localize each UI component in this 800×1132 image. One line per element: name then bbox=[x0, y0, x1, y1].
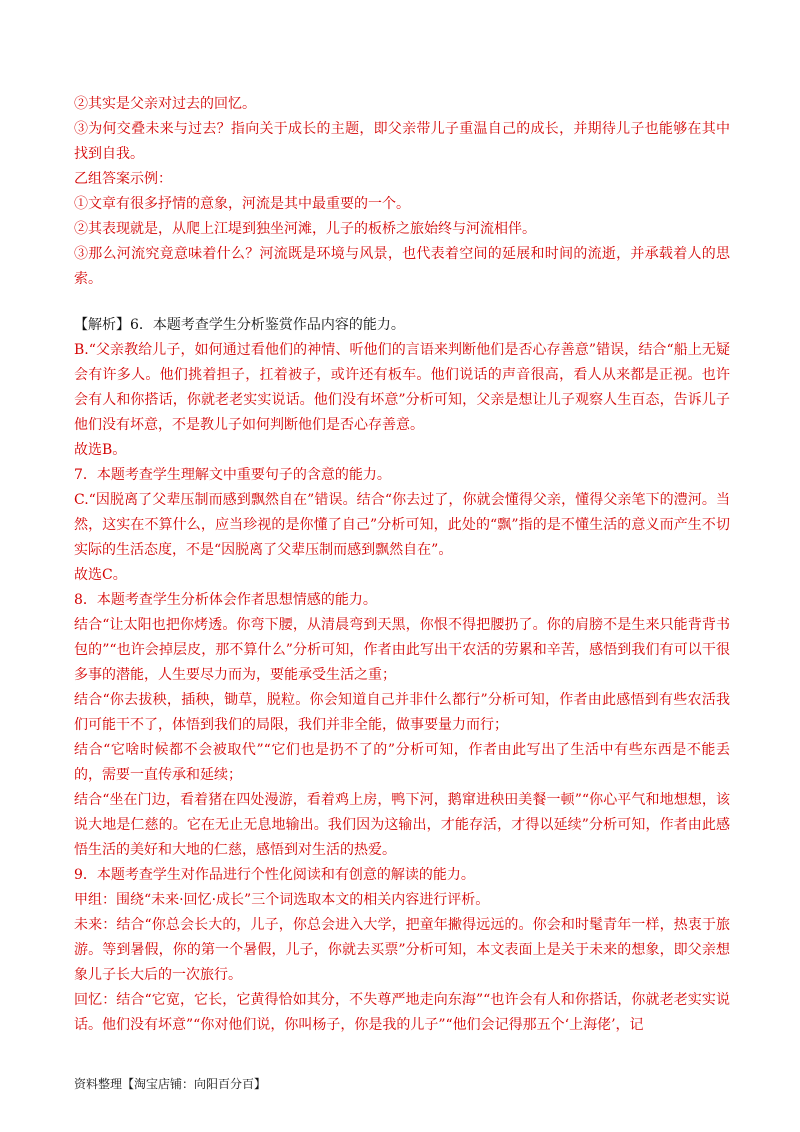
paragraph: ①文章有很多抒情的意象，河流是其中最重要的一个。 bbox=[74, 196, 410, 212]
paragraph: 回忆：结合“它宽，它长，它黄得恰如其分，不失尊严地走向东海”“也许会有人和你搭话，你就老老实实说话。他们没有坏意”“你对他们说，你叫杨子，你是我的儿子”“他们会记得那五个‘上海佬’，记 bbox=[74, 992, 730, 1033]
answer-examples-section bbox=[74, 92, 730, 292]
paragraph: ③那么河流究竟意味着什么？河流既是环境与风景，也代表着空间的延展和时间的流逝，并承载着人的思索。 bbox=[74, 246, 730, 287]
paragraph: 故选B。 bbox=[74, 442, 127, 458]
analysis-section bbox=[74, 313, 730, 1038]
paragraph: ②其表现就是，从爬上江堤到独坐河滩，儿子的板桥之旅始终与河流相伴。 bbox=[74, 221, 536, 237]
paragraph: 结合“坐在门边，看着猪在四处漫游，看着鸡上房，鸭下河，鹅窜进秧田美餐一顿”“你心平气和地想想，该说大地是仁慈的。它在无止无息地输出。我们因为这输出，才能存活，才得以延续”分析可知，作者由此感悟生活的美好和大地的仁慈，感悟到对生活的热爱。 bbox=[74, 792, 730, 858]
paragraph: 结合“让太阳也把你烤透。你弯下腰，从清晨弯到天黑，你恨不得把腰扔了。你的肩膀不是生来只能背背书包的”“也许会掉层皮，那不算什么”分析可知，作者由此写出干农活的劳累和辛苦，感悟到我们有可以干很多事的潜能，人生要尽力而为，要能承受生活之重； bbox=[74, 617, 730, 683]
paragraph: 结合“你去拔秧，插秧，锄草，脱粒。你会知道自己并非什么都行”分析可知，作者由此感悟到有些农活我们可能干不了，体悟到我们的局限，我们并非全能，做事要量力而行； bbox=[74, 692, 730, 733]
page-footer: 资料整理【淘宝店铺：向阳百分百】 bbox=[74, 1077, 267, 1091]
paragraph: ②其实是父亲对过去的回忆。 bbox=[74, 96, 256, 112]
paragraph: C.“因脱离了父辈压制而感到飘然自在”错误。结合“你去过了，你就会懂得父亲，懂得父亲笔下的澧河。当然，这实在不算什么，应当珍视的是你懂了自己”分析可知，此处的“飘”指的是不懂生活的意义而产生不切实际的生活态度，不是“因脱离了父辈压制而感到飘然自在”。 bbox=[74, 492, 730, 558]
paragraph: 结合“它啥时候都不会被取代”“它们也是扔不了的”分析可知，作者由此写出了生活中有些东西是不能丢的，需要一直传承和延续； bbox=[74, 742, 730, 783]
paragraph: 甲组：围绕“未来·回忆·成长”三个词选取本文的相关内容进行评析。 bbox=[74, 892, 490, 908]
paragraph: 【解析】6．本题考查学生分析鉴赏作品内容的能力。 bbox=[74, 317, 405, 333]
paragraph: 故选C。 bbox=[74, 567, 127, 583]
paragraph: 乙组答案示例： bbox=[74, 171, 172, 187]
paragraph: ③为何交叠未来与过去？指向关于成长的主题，即父亲带儿子重温自己的成长，并期待儿子也能够在其中找到自我。 bbox=[74, 121, 730, 162]
paragraph: B.“父亲教给儿子，如何通过看他们的神情、听他们的言语来判断他们是否心存善意”错误，结合“船上无疑会有许多人。他们挑着担子，扛着被子，或许还有板车。他们说话的声音很高，看人从来都是正视。也许会有人和你搭话，你就老老实实说话。他们没有坏意”分析可知，父亲是想让儿子观察人生百态，告诉儿子他们没有坏意，不是教儿子如何判断他们是否心存善意。 bbox=[74, 342, 730, 433]
paragraph: 8．本题考查学生分析体会作者思想情感的能力。 bbox=[74, 592, 377, 608]
paragraph: 未来：结合“你总会长大的，儿子，你总会进入大学，把童年撇得远远的。你会和时髦青年一样，热衷于旅游。等到暑假，你的第一个暑假，儿子，你就去买票”分析可知，本文表面上是关于未来的想象，即父亲想象儿子长大后的一次旅行。 bbox=[74, 917, 730, 983]
paragraph: 9．本题考查学生对作品进行个性化阅读和有创意的解读的能力。 bbox=[74, 867, 475, 883]
paragraph: 7．本题考查学生理解文中重要句子的含意的能力。 bbox=[74, 467, 391, 483]
